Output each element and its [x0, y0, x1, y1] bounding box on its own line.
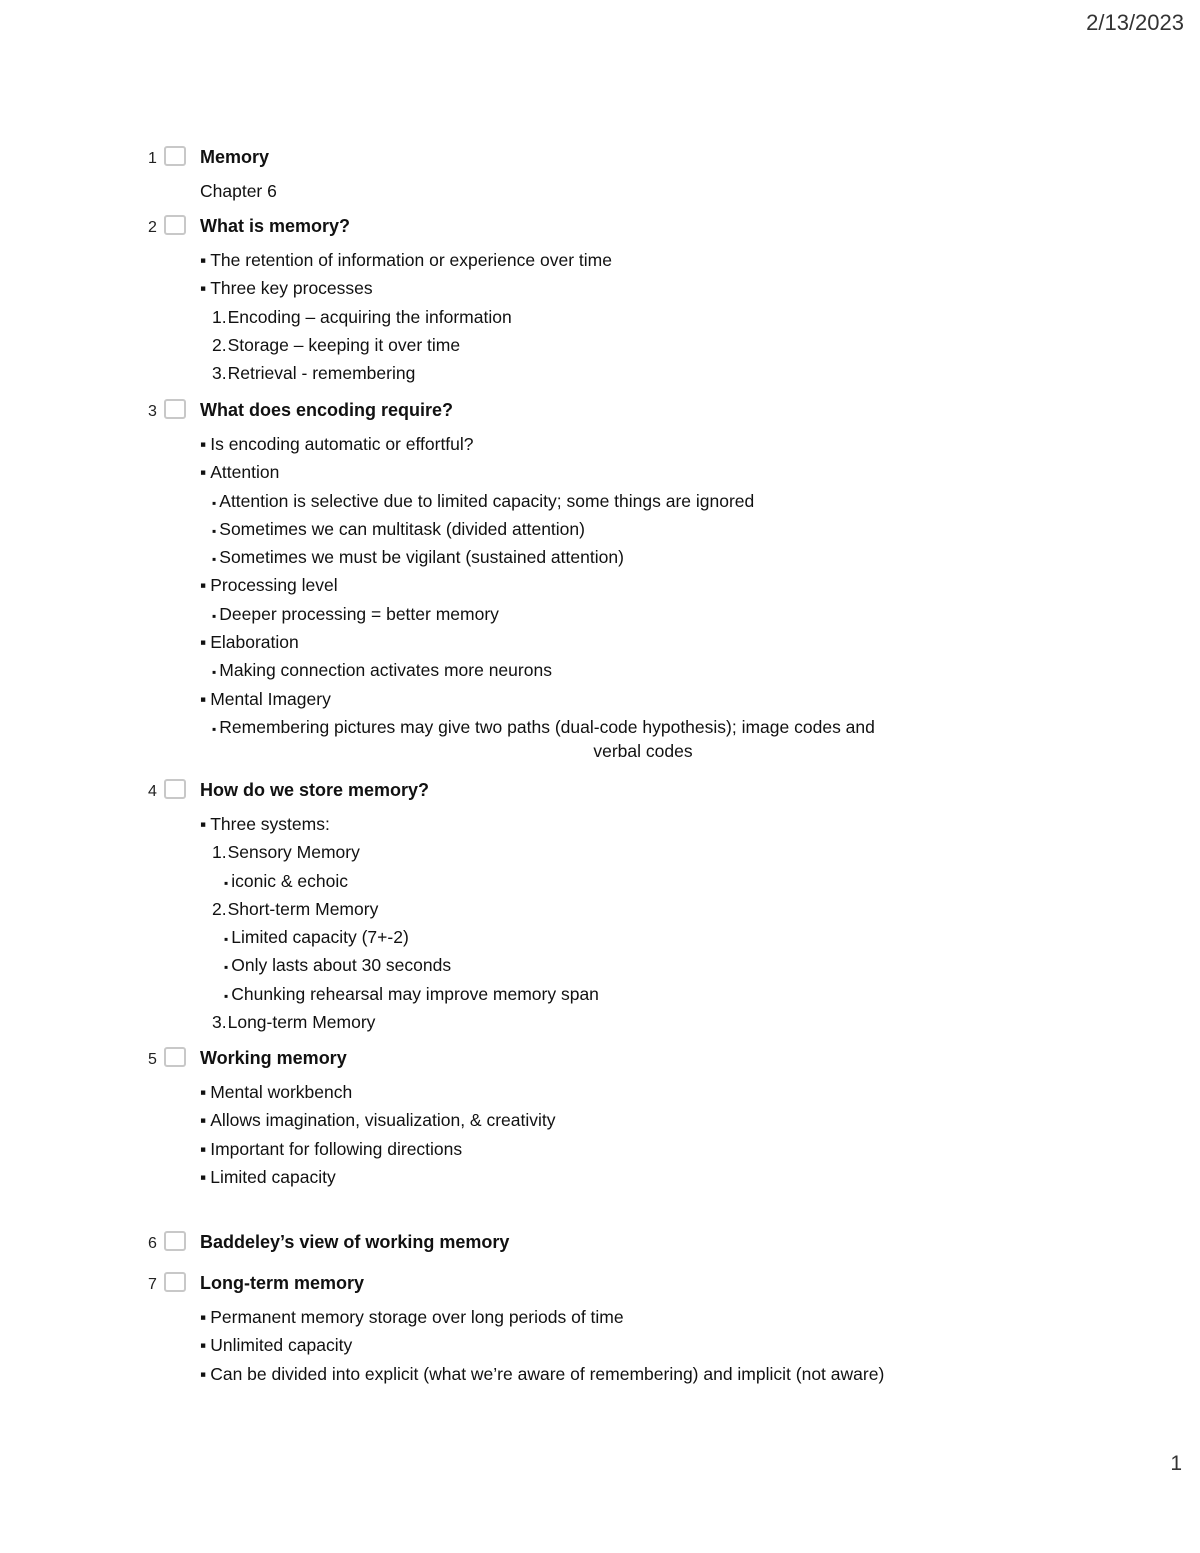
slide-4	[148, 779, 978, 1036]
slide-title: Working memory	[200, 1048, 347, 1068]
slide-checkbox[interactable]	[164, 1272, 186, 1292]
slide-number: 2	[148, 219, 157, 236]
bullet-item: ▪ Unlimited capacity	[200, 1335, 353, 1356]
numbered-item: 1.Sensory Memory	[212, 842, 360, 863]
numbered-item: 3.Retrieval - remembering	[212, 363, 416, 384]
slide-subtitle: Chapter 6	[200, 181, 277, 201]
bullet-item: ▪ Is encoding automatic or effortful?	[200, 434, 474, 454]
bullet-item: ▪ Can be divided into explicit (what we’re aware of remembering) and implicit (not aware)	[200, 1363, 885, 1384]
numbered-item: 2.Storage – keeping it over time	[212, 334, 461, 355]
slide-title: What is memory?	[200, 216, 351, 236]
slide-7	[148, 1272, 978, 1388]
slide-checkbox[interactable]	[164, 215, 186, 235]
slide-checkbox[interactable]	[164, 1047, 186, 1067]
sub-bullet-item: ▪ iconic & echoic	[224, 870, 348, 891]
slide-5	[148, 1047, 978, 1191]
page-number: 1	[1170, 1452, 1182, 1475]
slide-1	[148, 146, 978, 205]
bullet-item: ▪ The retention of information or experience over time	[200, 250, 612, 270]
bullet-item: ▪ Three key processes	[200, 278, 373, 299]
slide-number: 5	[148, 1051, 157, 1068]
sub-bullet-item: ▪ Deeper processing = better memory	[212, 603, 499, 624]
slide-title: What does encoding require?	[200, 400, 454, 420]
slide-title: How do we store memory?	[200, 780, 430, 800]
slide-checkbox[interactable]	[164, 779, 186, 799]
sub-bullet-item: ▪ Sometimes we can multitask (divided attention)	[212, 518, 585, 539]
print-date: 2/13/2023	[1086, 10, 1184, 35]
sub-bullet-item: ▪ Chunking rehearsal may improve memory span	[224, 983, 599, 1004]
bullet-item: ▪ Mental workbench	[200, 1082, 353, 1102]
bullet-item: ▪ Permanent memory storage over long periods of time	[200, 1307, 624, 1327]
slide-checkbox[interactable]	[164, 146, 186, 166]
sub-bullet-item: ▪ Sometimes we must be vigilant (sustained attention)	[212, 547, 624, 568]
bullet-item: ▪ Mental Imagery	[200, 688, 331, 709]
bullet-item: ▪ Attention	[200, 462, 280, 483]
sub-bullet-item: ▪ Attention is selective due to limited capacity; some things are ignored	[212, 490, 755, 511]
slide-number: 1	[148, 150, 157, 167]
slide-title: Memory	[200, 147, 270, 167]
bullet-item: ▪ Three systems:	[200, 814, 330, 834]
bullet-item: ▪ Limited capacity	[200, 1166, 336, 1187]
slide-number: 6	[148, 1235, 157, 1252]
slide-number: 4	[148, 783, 157, 800]
sub-bullet-item: ▪ Limited capacity (7+-2)	[224, 927, 409, 948]
bullet-item: ▪ Processing level	[200, 575, 338, 596]
slide-title: Baddeley’s view of working memory	[200, 1232, 510, 1252]
bullet-item: ▪ Important for following directions	[200, 1138, 463, 1159]
slide-3	[148, 399, 978, 763]
sub-bullet-item: ▪ Only lasts about 30 seconds	[224, 955, 452, 976]
continuation-text: verbal codes	[593, 741, 693, 762]
slide-number: 3	[148, 403, 157, 420]
numbered-item: 2.Short-term Memory	[212, 898, 379, 919]
bullet-item: ▪ Allows imagination, visualization, & creativity	[200, 1110, 556, 1131]
slide-checkbox[interactable]	[164, 1231, 186, 1251]
slide-number: 7	[148, 1276, 157, 1293]
slide-checkbox[interactable]	[164, 399, 186, 419]
sub-bullet-item: ▪ Making connection activates more neurons	[212, 660, 552, 681]
sub-bullet-item: ▪ Remembering pictures may give two paths (dual-code hypothesis); image codes and	[212, 716, 875, 737]
numbered-item: 1.Encoding – acquiring the information	[212, 306, 512, 327]
numbered-item: 3.Long-term Memory	[212, 1012, 376, 1033]
slide-title: Long-term memory	[200, 1273, 365, 1293]
slide-2	[148, 215, 978, 387]
slide-6	[148, 1231, 978, 1259]
bullet-item: ▪ Elaboration	[200, 632, 299, 653]
